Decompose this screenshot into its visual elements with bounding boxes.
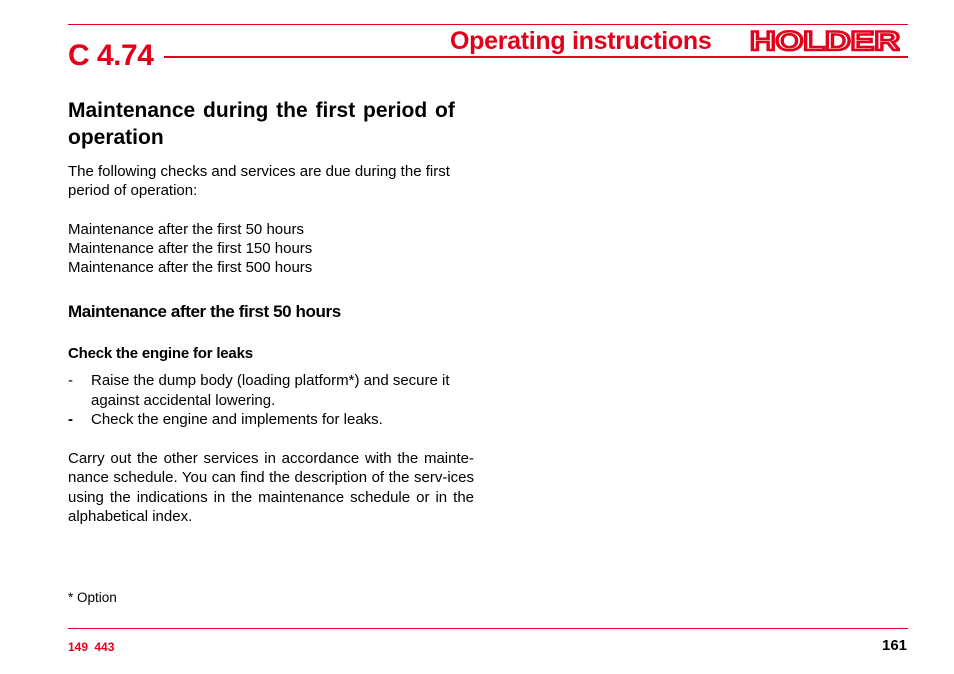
maintenance-interval-item: Maintenance after the first 50 hours [68,221,304,239]
footnote: * Option [68,590,117,605]
step-text: Raise the dump body (loading platform*) and secure it against accidental lowering. [91,372,450,409]
header-title-rule [164,56,908,58]
document-number: 149 443 [68,640,115,654]
step-bullet: - [68,411,73,429]
holder-logo-text: HOLDER [750,29,900,52]
intro-paragraph: The following checks and services are due during the first period of operation: [68,163,450,200]
step-item [68,410,474,429]
header-title: Operating instructions [450,27,712,55]
footer-rule [68,628,908,629]
page-number: 161 [882,637,908,654]
closing-paragraph: Carry out the other services in accordance with the mainte-nance schedule. You can find the description of the serv-ices using the indications in the maintenance schedule or in the alphabetical index. [68,449,474,526]
step-text: Check the engine and implements for leaks. [91,411,383,429]
maintenance-interval-item: Maintenance after the first 150 hours [68,240,313,258]
maintenance-interval-list [68,220,474,277]
section-code: C 4.74 [68,39,154,72]
header-top-rule [68,24,908,25]
section-subheading: Maintenance after the first 50 hours [68,302,341,322]
step-list [68,371,474,429]
step-item [68,371,474,410]
check-heading: Check the engine for leaks [68,345,253,363]
main-content [68,97,474,526]
step-bullet: - [68,372,73,390]
holder-logo [750,29,900,52]
maintenance-interval-item: Maintenance after the first 500 hours [68,259,313,277]
page-heading: Maintenance during the first period of operation [68,99,455,149]
